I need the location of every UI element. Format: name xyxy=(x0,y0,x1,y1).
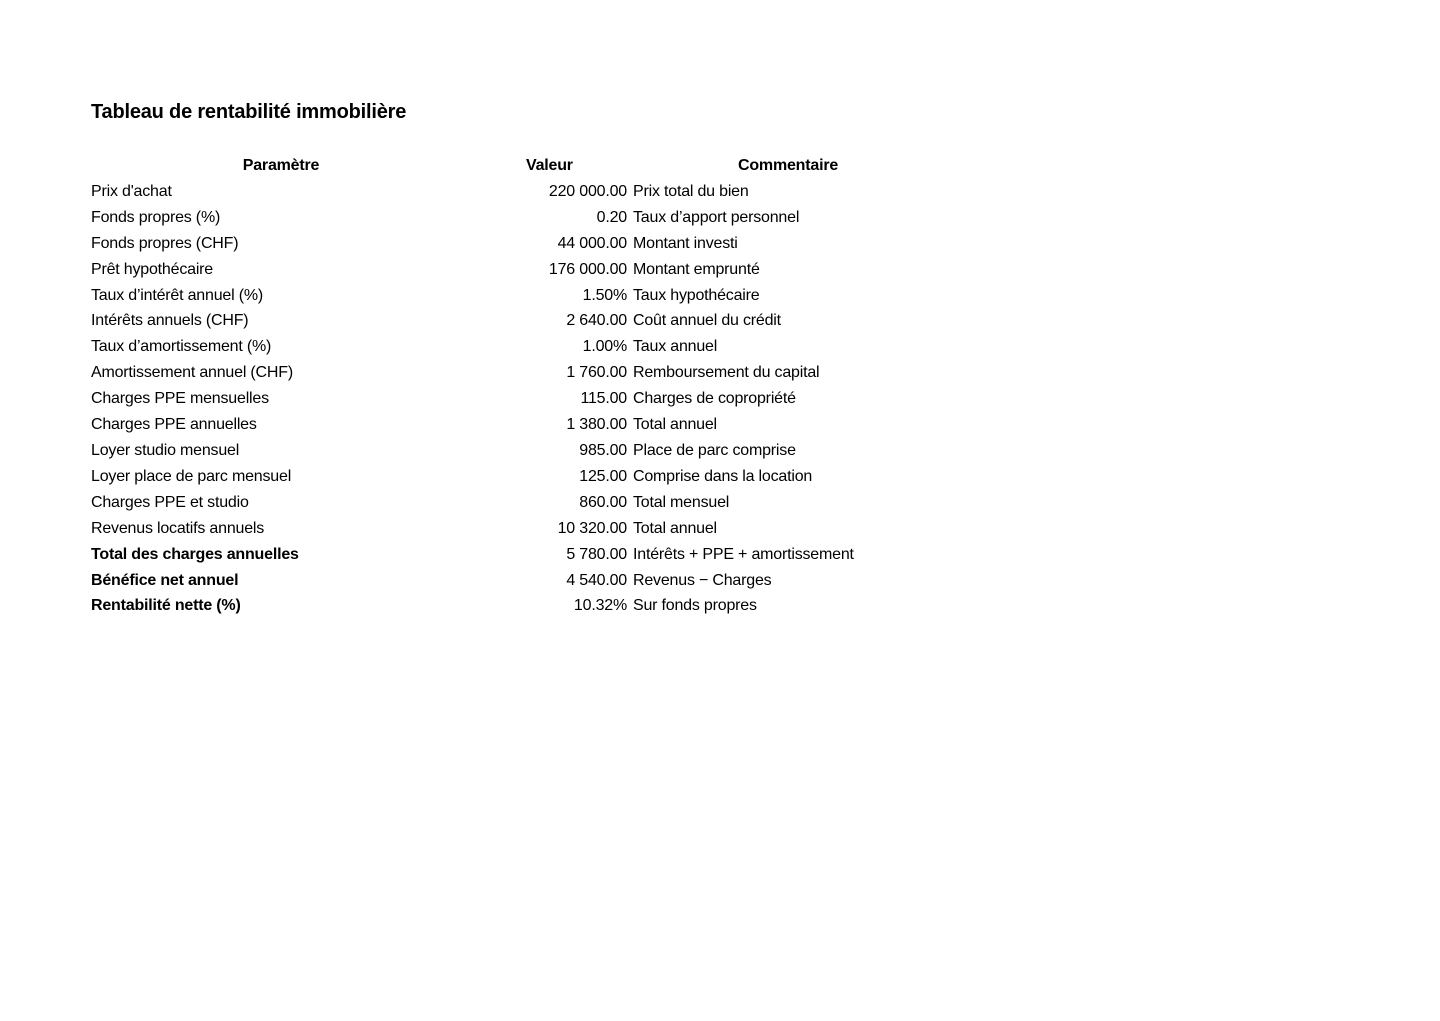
param-cell: Prêt hypothécaire xyxy=(91,260,214,278)
value-cell: 10.32% xyxy=(573,597,627,615)
comment-cell: Total annuel xyxy=(633,519,717,537)
param-cell: Amortissement annuel (CHF) xyxy=(91,364,293,382)
value-cell: 985.00 xyxy=(579,441,627,459)
comment-cell: Charges de copropriété xyxy=(633,390,796,408)
comment-cell: Montant emprunté xyxy=(633,260,760,278)
comment-cell: Place de parc comprise xyxy=(633,441,796,459)
value-cell: 44 000.00 xyxy=(557,234,627,252)
value-cell: 176 000.00 xyxy=(548,260,627,278)
table-row-total-charges xyxy=(91,542,963,568)
comment-cell: Intérêts + PPE + amortissement xyxy=(633,545,854,563)
table-row xyxy=(91,386,963,412)
param-cell: Charges PPE et studio xyxy=(91,493,249,511)
table-row-net-profit xyxy=(91,568,963,594)
header-value: Valeur xyxy=(526,157,573,174)
value-cell: 5 780.00 xyxy=(566,545,627,563)
param-cell: Loyer place de parc mensuel xyxy=(91,467,292,485)
table-row xyxy=(91,412,963,438)
param-cell: Bénéfice net annuel xyxy=(91,571,239,589)
param-cell: Rentabilité nette (%) xyxy=(91,597,241,615)
comment-cell: Total mensuel xyxy=(633,493,730,511)
param-cell: Fonds propres (CHF) xyxy=(91,234,239,252)
param-cell: Revenus locatifs annuels xyxy=(91,519,265,537)
table-row xyxy=(91,438,963,464)
value-cell: 1 760.00 xyxy=(566,364,627,382)
param-cell: Fonds propres (%) xyxy=(91,208,221,226)
param-cell: Loyer studio mensuel xyxy=(91,441,240,459)
param-cell: Charges PPE mensuelles xyxy=(91,390,269,408)
table-row xyxy=(91,257,963,283)
table-row xyxy=(91,334,963,360)
value-cell: 4 540.00 xyxy=(566,571,627,589)
table-header-row xyxy=(91,153,963,179)
table-row xyxy=(91,283,963,309)
value-cell: 125.00 xyxy=(579,467,627,485)
table-row xyxy=(91,464,963,490)
param-cell: Charges PPE annuelles xyxy=(91,416,257,434)
comment-cell: Taux d’apport personnel xyxy=(633,208,800,226)
comment-cell: Sur fonds propres xyxy=(633,597,757,615)
param-cell: Taux d’intérêt annuel (%) xyxy=(91,286,263,304)
table-row xyxy=(91,231,963,257)
table-row xyxy=(91,360,963,386)
comment-cell: Prix total du bien xyxy=(633,182,749,200)
table-row xyxy=(91,205,963,231)
comment-cell: Revenus − Charges xyxy=(633,571,772,589)
header-param: Paramètre xyxy=(242,157,320,174)
spreadsheet-area xyxy=(91,99,963,619)
value-cell: 115.00 xyxy=(580,390,627,408)
comment-cell: Taux annuel xyxy=(633,338,718,356)
profitability-table xyxy=(91,153,963,619)
value-cell: 10 320.00 xyxy=(557,519,627,537)
value-cell: 1.50% xyxy=(582,286,627,304)
page-title: Tableau de rentabilité immobilière xyxy=(91,101,407,123)
param-cell: Taux d’amortissement (%) xyxy=(91,338,272,356)
comment-cell: Comprise dans la location xyxy=(633,467,813,485)
table-row xyxy=(91,516,963,542)
table-row xyxy=(91,308,963,334)
param-cell: Prix d'achat xyxy=(91,182,172,200)
comment-cell: Remboursement du capital xyxy=(633,364,820,382)
header-comment: Commentaire xyxy=(738,157,839,174)
value-cell: 860.00 xyxy=(579,493,627,511)
comment-cell: Taux hypothécaire xyxy=(633,286,760,304)
value-cell: 1 380.00 xyxy=(566,416,627,434)
value-cell: 0.20 xyxy=(596,208,627,226)
param-cell: Intérêts annuels (CHF) xyxy=(91,312,249,330)
table-row xyxy=(91,490,963,516)
table-row-net-return xyxy=(91,593,963,619)
table-row xyxy=(91,179,963,205)
comment-cell: Montant investi xyxy=(633,234,738,252)
value-cell: 220 000.00 xyxy=(548,182,627,200)
comment-cell: Total annuel xyxy=(633,416,717,434)
value-cell: 2 640.00 xyxy=(566,312,627,330)
comment-cell: Coût annuel du crédit xyxy=(633,312,781,330)
value-cell: 1.00% xyxy=(582,338,627,356)
param-cell: Total des charges annuelles xyxy=(91,545,299,563)
